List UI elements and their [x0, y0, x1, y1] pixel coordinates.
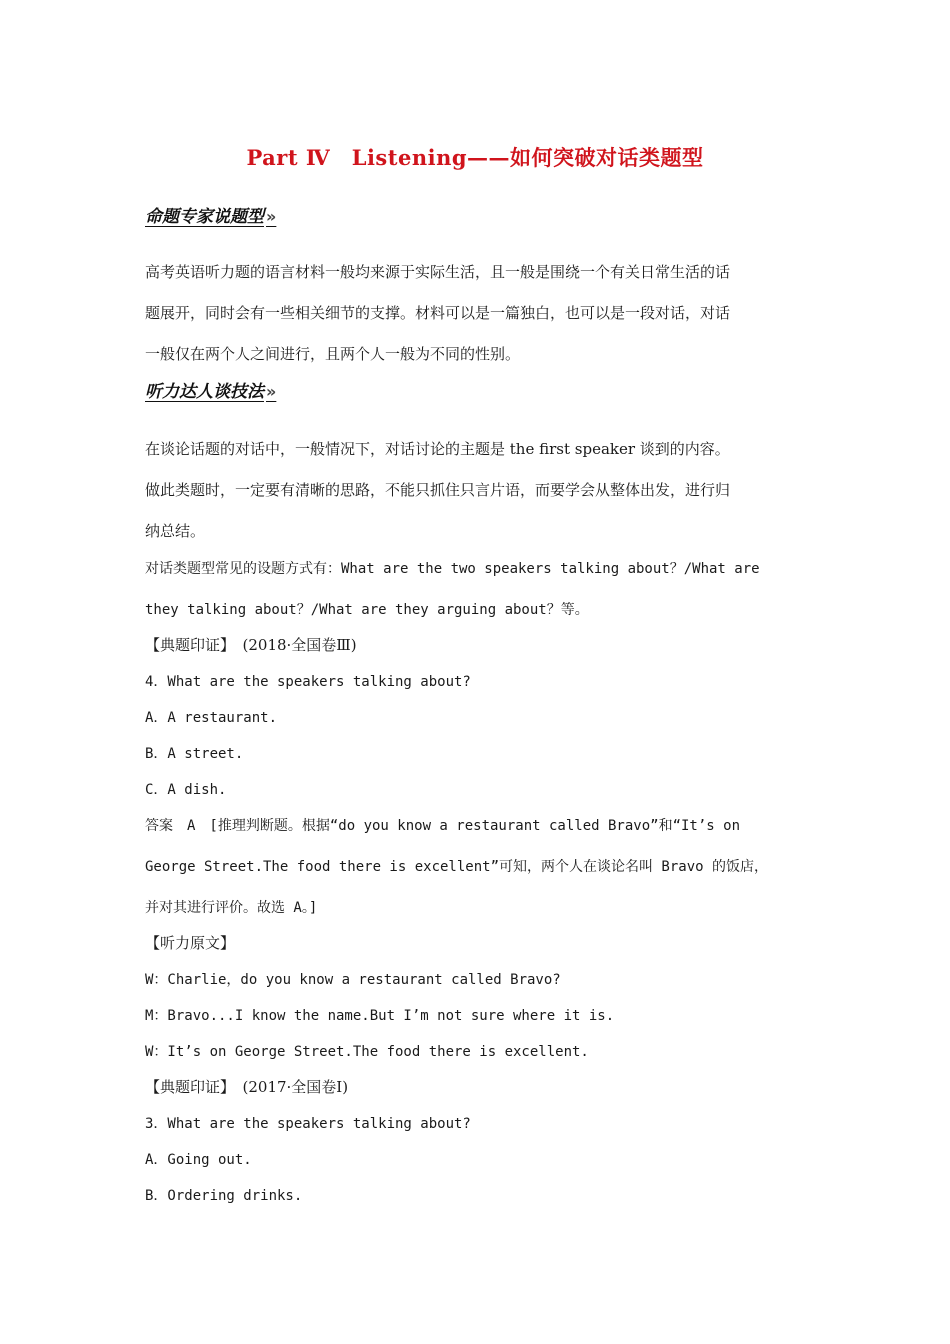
answer-line: 并对其进行评价。故选 A。] [145, 900, 318, 916]
answer-line: 答案 A [推理判断题。根据“do you know a restaurant called Bravo”和“It’s on [145, 818, 741, 834]
double-chevron-icon: » [266, 207, 277, 226]
transcript-line: W：It’s on George Street.The food there is excellent. [145, 1044, 589, 1060]
section-heading-text: 命题专家说题型 [145, 207, 264, 227]
paragraph-line: 高考英语听力题的语言材料一般均来源于实际生活，且一般是围绕一个有关日常生活的话 [145, 263, 731, 281]
double-chevron-icon: » [266, 382, 277, 401]
transcript-line: M：Bravo...I know the name.But I’m not sure where it is. [145, 1008, 615, 1024]
question-text: 4．What are the speakers talking about? [145, 674, 471, 690]
paragraph-line: 题展开，同时会有一些相关细节的支撑。材料可以是一篇独白，也可以是一段对话，对话 [145, 304, 731, 322]
option-c: C．A dish. [145, 782, 227, 798]
question-forms-line: 对话类题型常见的设题方式有：What are the two speakers talking about？/What are [145, 561, 760, 577]
paragraph-line: 纳总结。 [145, 522, 206, 540]
section-heading-text: 听力达人谈技法 [145, 382, 264, 402]
page-title: Part Ⅳ Listening——如何突破对话类题型 [246, 145, 704, 170]
example-label: 【典题印证】 (2017·全国卷Ⅰ) [145, 1078, 349, 1096]
transcript-label: 【听力原文】 [145, 934, 236, 952]
option-a: A．Going out. [145, 1152, 252, 1168]
transcript-line: W：Charlie，do you know a restaurant called Bravo? [145, 972, 561, 988]
example-label: 【典题印证】 (2018·全国卷Ⅲ) [145, 636, 357, 654]
question-forms-line: they talking about？/What are they arguing about？等。 [145, 602, 589, 618]
techniques-paragraph [145, 429, 807, 552]
section-heading-question-types [145, 202, 276, 227]
option-b: B．A street. [145, 746, 244, 762]
answer-line: George Street.The food there is excellent”可知，两个人在谈论名叫 Bravo 的饭店， [145, 859, 769, 875]
question-text: 3．What are the speakers talking about? [145, 1116, 471, 1132]
intro-paragraph [145, 252, 807, 375]
paragraph-line: 做此类题时，一定要有清晰的思路，不能只抓住只言片语，而要学会从整体出发，进行归 [145, 481, 731, 499]
paragraph-line: 一般仅在两个人之间进行，且两个人一般为不同的性别。 [145, 345, 521, 363]
option-b: B．Ordering drinks. [145, 1188, 303, 1204]
paragraph-line: 在谈论话题的对话中，一般情况下，对话讨论的主题是 the first speaker 谈到的内容。 [145, 440, 730, 458]
section-heading-techniques [145, 377, 276, 402]
option-a: A．A restaurant. [145, 710, 278, 726]
